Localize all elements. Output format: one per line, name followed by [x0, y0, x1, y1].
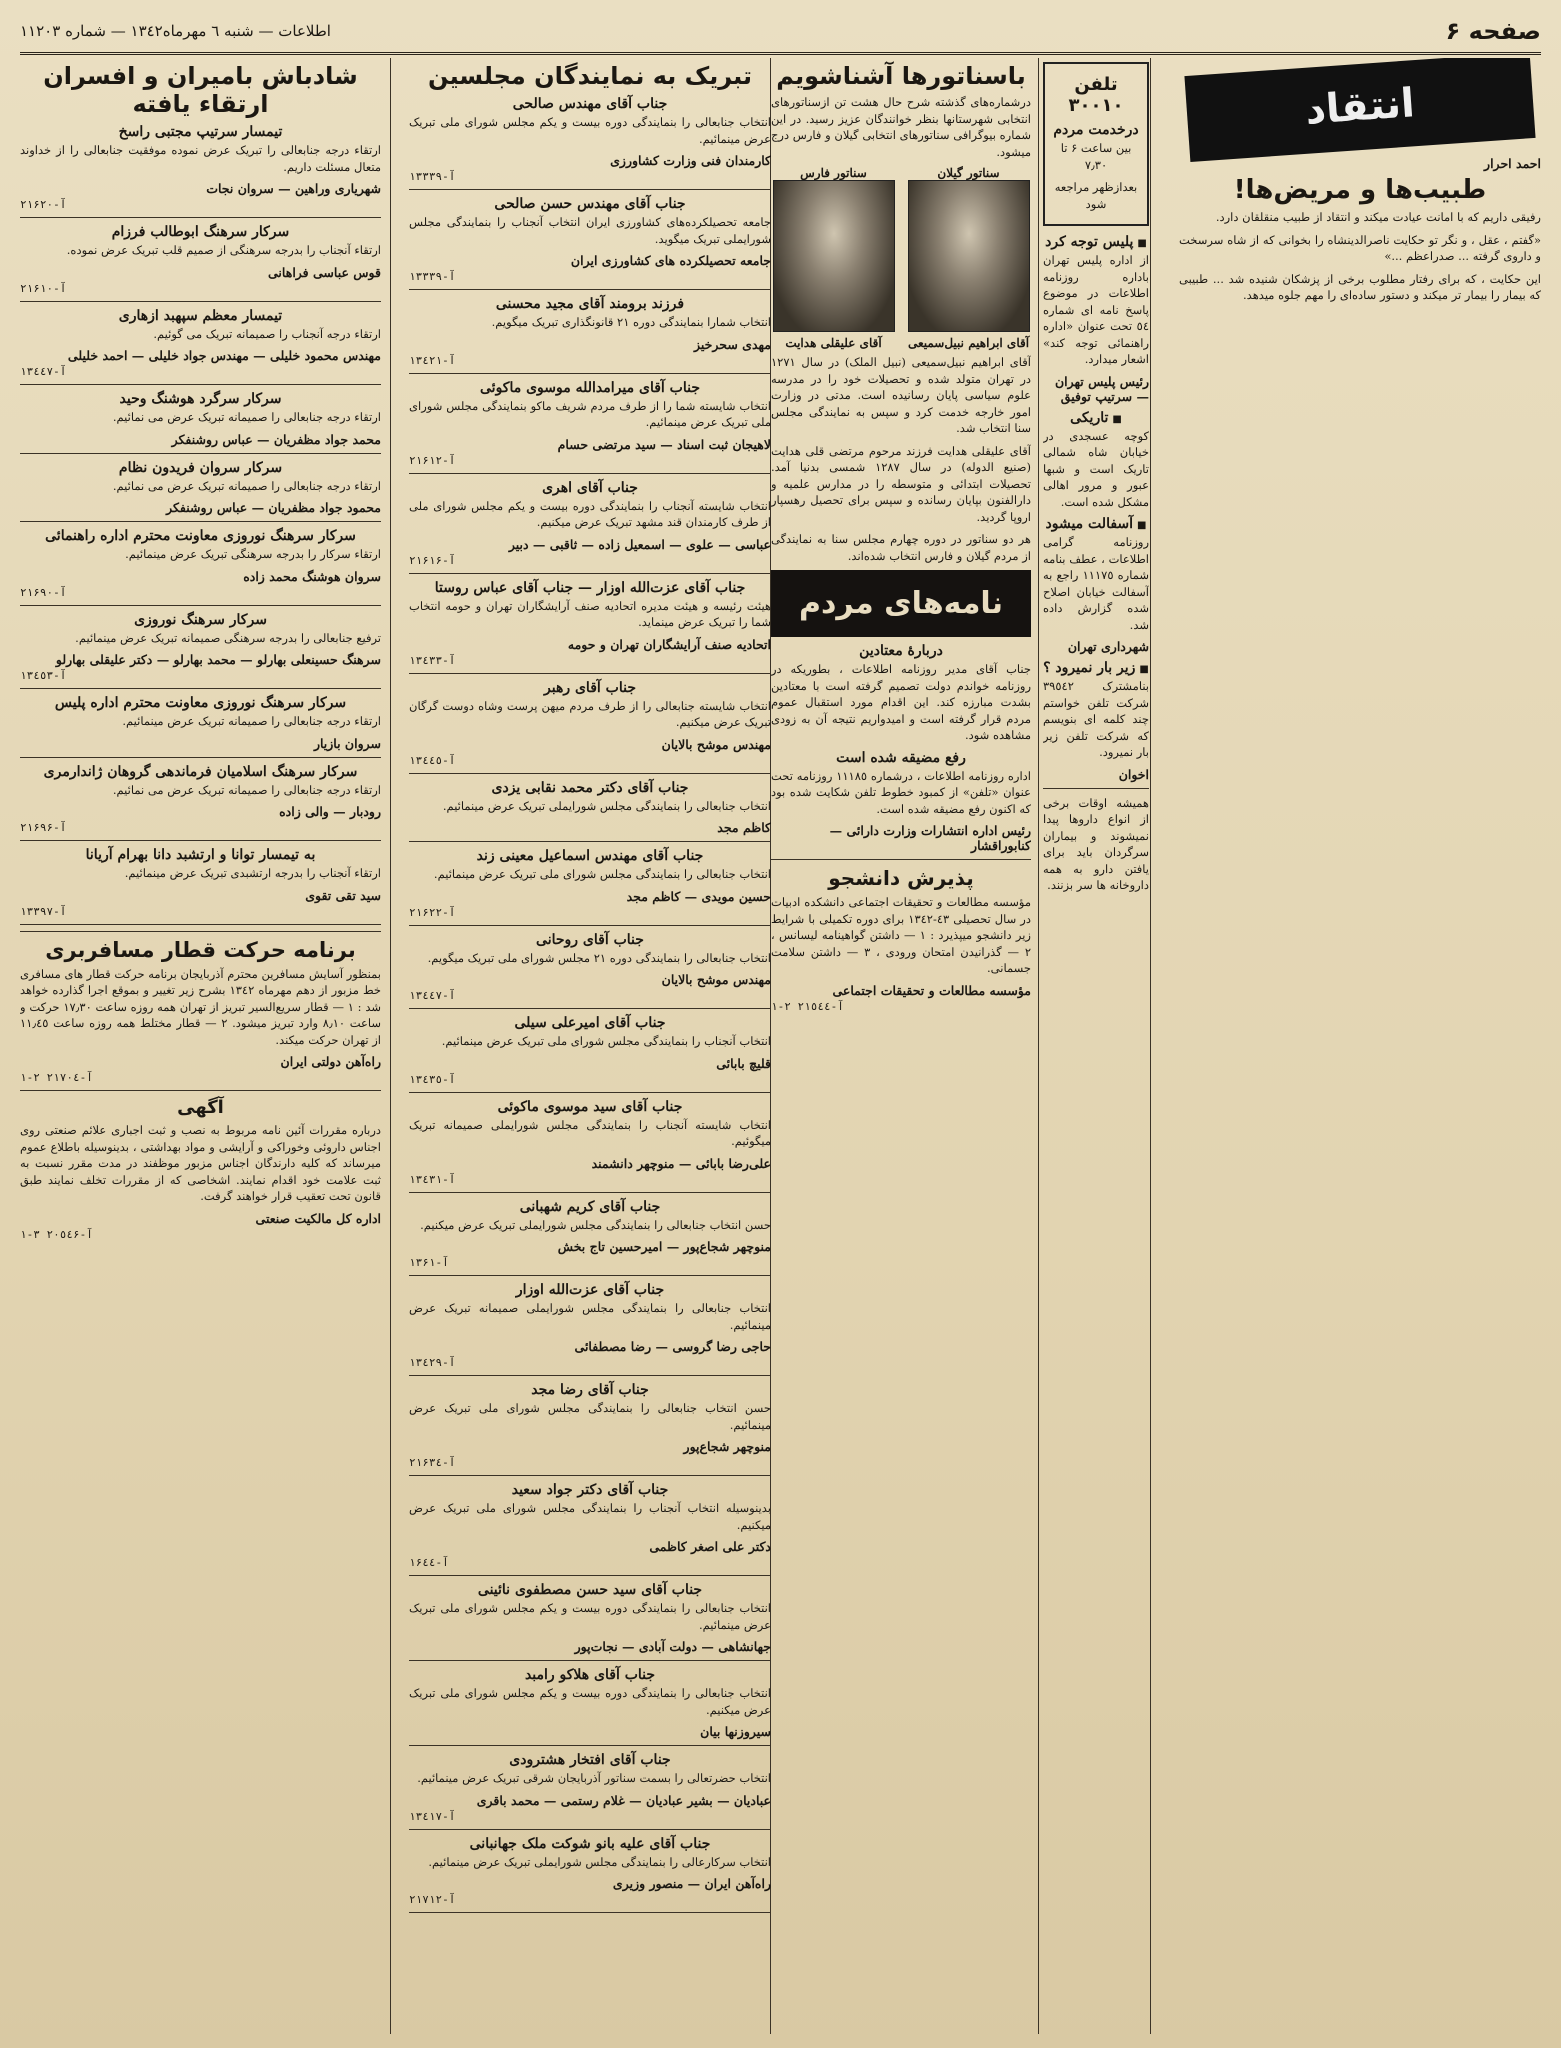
divider: [409, 925, 771, 926]
critique-column: [1179, 58, 1541, 2034]
entry-signature: جامعه تحصیلکرده های کشاورزی ایران: [570, 253, 771, 268]
item-text: از اداره پلیس تهران باداره روزنامه اطلاعات در موضوع پاسخ نامه ای شماره ٥٤ تحت عنوان «اداره راهنمائی توجه کند» اشعار میدارد.: [1043, 253, 1149, 366]
entry-ref: آ-۱۳٤٥۳: [20, 669, 67, 682]
critique-logo: انتقاد: [1184, 58, 1535, 162]
entry-signature: جهانشاهی — دولت آبادی — نجات‌پور: [574, 1639, 771, 1654]
divider: [409, 573, 771, 574]
notice-entry: [409, 1199, 771, 1277]
notice-title: آگهی: [177, 1097, 224, 1118]
entry-ref: آ-۲۱۶۱۶: [409, 553, 456, 567]
entry-text: انتخاب حضرتعالی را بسمت سناتور آذربایجان شرقی تبریک عرض مینمائیم.: [417, 1771, 771, 1785]
item-text: کوچه عسجدی در خیابان شاه شمالی تاریک است و شبها عبور و مرور اهالی مشکل شده است.: [1043, 428, 1149, 509]
notice-entry: [20, 224, 381, 302]
entry-heading: سرکار سرهنگ اسلامیان فرماندهی گروهان ژاندارمری: [43, 763, 358, 780]
entry-signature: کاظم مجد: [717, 820, 771, 835]
entry-ref: آ-۱۳٤۲۹: [409, 1356, 456, 1369]
senator-photo: [908, 180, 1030, 332]
entry-signature: اتحادیه صنف آرایشگاران تهران و حومه: [567, 636, 771, 652]
divider: [409, 1829, 771, 1830]
senator-label: سناتور گیلان: [937, 166, 1000, 180]
phone-column: [1043, 58, 1149, 2034]
entry-text: انتخاب جنابعالی را بنمایندگی دوره بیست و یکم مجلس شورای ملی تبریک عرض میکنیم.: [409, 1686, 771, 1717]
notice-entry: [409, 196, 771, 290]
critique-paragraph: این حکایت ، که برای رفتار مطلوب برخی از پزشکان شنیده شد ... طبیبی که بیمار را بیمار تر میکند و دستور ساده‌ای را مهم جلوه میدهد.: [1179, 271, 1541, 302]
divider: [20, 924, 381, 925]
entry-ref: آ-۲۱۶۲۰: [20, 198, 67, 211]
entry-heading: جناب آقای رضا مجد: [531, 1382, 649, 1398]
phone-service-box: [1043, 62, 1149, 226]
senators-title: باسناتورها آشناشویم: [776, 62, 1026, 90]
entry-heading: سرکار سرگرد هوشنگ وحید: [119, 391, 282, 407]
university-title: پذیرش دانشجو: [828, 866, 974, 890]
notice-entry: [20, 124, 381, 218]
entry-heading: جناب آقای عزت‌الله اوزار: [515, 1282, 665, 1298]
notice-text: درباره مقررات آئین نامه مربوط به نصب و ثبت اجباری علائم صنعتی روی اجناس داروئی وخوراکی و آرایشی و مواد بهداشتی ، بدینوسیله باطلاع عموم میرساند که کلیه دارندگان اجناس مزبور موظفند در مدت مقرر نسبت به ثبت علامت خود اقدام نمایند. اشخاصی که از مقررات تخلف نمایند طبق قانون تحت تعقیب قرار خواهند گرفت.: [20, 1123, 381, 1203]
notice-entry: [20, 612, 381, 690]
entry-signature: سید تقی تقوی: [305, 887, 381, 903]
critique-byline: احمد احرار: [1484, 156, 1541, 171]
entry-text: ارتقاء سرکار را بدرجه سرهنگی تبریک عرض مینمائیم.: [125, 547, 381, 561]
divider: [409, 1912, 771, 1913]
entry-text: انتخاب آنجناب را بنمایندگی مجلس شورای ملی تبریک عرض مینمائیم.: [441, 1034, 771, 1048]
item-sign: رئیس پلیس تهران — سرتیپ توفیق: [1054, 373, 1149, 404]
entry-signature: حسین مویدی — کاظم مجد: [626, 888, 771, 904]
phone-line: درخدمت مردم: [1053, 122, 1139, 138]
entry-signature: سروان هوشنگ محمد زاده: [243, 568, 381, 584]
entry-signature: علی‌رضا بابائی — منوچهر دانشمند: [591, 1155, 771, 1171]
entry-signature: قلیچ بابائی: [716, 1055, 771, 1071]
entry-signature: عبادیان — بشیر عبادیان — غلام رستمی — محمد باقری: [476, 1792, 771, 1808]
entry-ref: آ-۱۳٤۳٥: [409, 1072, 456, 1086]
divider: [20, 1090, 381, 1091]
entry-ref: آ-۲۱۶۲۲: [409, 905, 456, 919]
entry-signature: منوچهر شجاع‌پور — امیرحسین تاج بخش: [557, 1239, 771, 1254]
divider: [409, 1745, 771, 1746]
entry-ref: آ-۲۱۶۳٤: [409, 1456, 456, 1469]
notice-entry: [409, 296, 771, 374]
item-sign: اخوان: [1118, 766, 1149, 782]
entry-heading: جناب آقای افتخار هشترودی: [509, 1752, 671, 1768]
senator-name: آقای ابراهیم نبیل‌سمیعی: [907, 336, 1030, 350]
letter-text: اداره روزنامه اطلاعات ، درشماره ۱۱۱۸٥ روزنامه تحت عنوان «تلفن» از کمبود خطوط تلفن شکایت شده بود که اکنون رفع مضیقه شده است.: [771, 768, 1031, 816]
page-header: [20, 10, 1541, 55]
entry-signature: لاهیجان ثبت اسناد — سید مرتضی حسام: [557, 436, 771, 452]
notice-entry: [409, 680, 771, 774]
notice-entry: [409, 1015, 771, 1093]
entry-heading: سرکار سروان فریدون نظام: [118, 459, 283, 476]
entry-ref: آ-۱۶٤٤: [409, 1556, 449, 1569]
entry-ref: آ-۲۱۶۱۲: [409, 453, 456, 467]
entry-heading: سرکار سرهنگ نوروزی معاونت محترم اداره راهنمائی: [45, 528, 356, 544]
entry-text: انتخاب جنابعالی را بنمایندگی دوره بیست و یکم مجلس شورای ملی تبریک عرض مینمائیم.: [409, 1601, 771, 1632]
entry-text: انتخاب شایسته آنجناب را بنمایندگی مجلس شورایملی صمیمانه تبریک میگوئیم.: [409, 1117, 771, 1148]
item-text: بنامشترک ۳۹٥٤٢ شرکت تلفن خواستم چند کلمه ای بنویسم که شرکت تلفن زیر بار نمیرود.: [1043, 679, 1149, 759]
entry-ref: آ-۱۳۳۳۹: [409, 170, 456, 183]
notice-entry: [20, 764, 381, 842]
divider: [20, 757, 381, 758]
entry-text: ارتقاء درجه آنجناب را صمیمانه تبریک می گوئیم.: [153, 326, 381, 341]
entry-ref: آ-۱۳٤۲۱: [409, 353, 456, 367]
notice-ref: آ-۲۰٥٤۶ ۳-۱: [20, 1227, 93, 1241]
promotions-list: [20, 124, 381, 925]
divider: [409, 1660, 771, 1661]
entry-text: ارتقاء درجه جنابعالی را صمیمانه تبریک عرض می نمائیم.: [112, 478, 381, 493]
divider: [409, 189, 771, 190]
entry-text: حسن انتخاب جنابعالی را بنمایندگی مجلس شورایملی تبریک عرض میکنیم.: [420, 1217, 771, 1232]
entry-heading: جناب آقای مهندس اسماعیل معینی زند: [476, 848, 704, 864]
entry-text: ارتقاء درجه جنابعالی را صمیمانه تبریک عرض می نمائیم.: [112, 410, 381, 424]
divider: [409, 1092, 771, 1093]
letter-title: رفع مضیقه شده است: [836, 749, 966, 766]
entry-signature: مهندس موشح بالایان: [661, 736, 771, 752]
divider: [20, 931, 381, 932]
entry-ref: آ-۱۳۳۳۹: [409, 270, 456, 283]
item-title: ■ آسفالت میشود: [1043, 516, 1149, 532]
entry-signature: سرهنگ حسینعلی بهارلو — محمد بهارلو — دکتر علیقلی بهارلو: [55, 652, 381, 667]
critique-title: طبیب‌ها و مریض‌ها!: [1233, 175, 1487, 205]
entry-heading: جناب آقای سید موسوی ماکوئی: [497, 1098, 683, 1115]
entry-ref: آ-۱۳۶۱: [409, 1256, 449, 1269]
senator-bio: هر دو سناتور در دوره چهارم مجلس سنا به نمایندگی از مردم گیلان و فارس انتخاب شده‌اند.: [771, 532, 1031, 563]
train-sign: راه‌آهن دولتی ایران: [280, 1054, 381, 1069]
entry-signature: دکتر علی اصغر کاظمی: [649, 1539, 771, 1554]
divider: [409, 1192, 771, 1193]
entry-signature: حاجی رضا گروسی — رضا مصطفائی: [574, 1339, 771, 1354]
entry-text: انتخاب جنابعالی را بنمایندگی مجلس شورایملی صمیمانه تبریک عرض مینمائیم.: [409, 1301, 771, 1332]
senators-intro: درشماره‌های گذشته شرح حال هشت تن ازسناتورهای انتخابی شهرستانها بنظر خوانندگان عزیز رسید. در این شماره بیوگرافی سناتورهای انتخابی گیلان و فارس درج میشود.: [771, 95, 1031, 159]
entry-heading: تیمسار سرتیپ مجتبی راسخ: [118, 124, 283, 140]
divider: [20, 384, 381, 385]
entry-text: انتخاب شایسته شما را از طرف مردم شریف ماکو بنمایندگی مجلس شورای ملی تبریک عرض مینمائیم.: [409, 398, 771, 429]
entry-signature: مهندس موشح بالایان: [661, 972, 771, 987]
notice-entry: [409, 1836, 771, 1914]
notice-entry: [20, 695, 381, 758]
item-title: ■ پلیس توجه کرد: [1043, 234, 1149, 250]
divider: [409, 673, 771, 674]
entry-text: ارتقاء آنجناب را بدرجه ارتشبدی تبریک عرض مینمائیم.: [124, 866, 381, 880]
notice-entry: [409, 1667, 771, 1746]
issue-info: اطلاعات — شنبه ٦ مهرماه١٣٤٢ — شماره ۱۱۲۰۳: [20, 22, 331, 40]
entry-signature: کارمندان فنی وزارت کشاورزی: [610, 153, 771, 168]
senator-name: آقای علیقلی هدایت: [785, 336, 882, 350]
entry-heading: جناب آقای سید حسن مصطفوی نائینی: [477, 1582, 703, 1598]
entry-heading: سرکار سرهنگ نوروزی معاونت محترم اداره پلیس: [54, 695, 347, 711]
entry-heading: جناب آقای مهندس صالحی: [512, 96, 668, 112]
university-text: مؤسسه مطالعات و تحقیقات اجتماعی دانشکده ادبیات در سال تحصیلی ٤٣-۱۳٤۲ برای دوره تکمیلی با شرایط زیر دانشجو میپذیرد : ۱ — داشتن گواهینامه لیسانس ، ۲ — گذرانیدن امتحان ورودی ، ۳ — داشتن سلامت جسمانی.: [771, 895, 1031, 975]
item-text: روزنامه گرامی اطلاعات ، عطف بنامه شماره ۱۱۱۷٥ راجع به آسفالت خیابان اصلاح شده گزارش داده شد.: [1043, 535, 1149, 632]
phone-note: بعدازظهر مراجعه شود: [1054, 180, 1138, 211]
entry-text: انتخاب شایسته آنجناب را بنمایندگی دوره بیست و یکم مجلس شورای ملی از طرف کارمندان قند مشهد تبریک عرض میکنیم.: [409, 498, 771, 529]
entry-signature: مهندس محمود خلیلی — مهندس جواد خلیلی — احمد خلیلی: [67, 348, 381, 363]
entry-text: انتخاب شمارا بنمایندگی دوره ۲۱ قانونگذاری تبریک میگویم.: [491, 315, 771, 329]
entry-heading: جناب آقای رهبر: [544, 679, 636, 696]
senator-photos: [771, 166, 1031, 350]
notice-entry: [409, 780, 771, 843]
entry-text: انتخاب جنابعالی را بنمایندگی دوره بیست و یکم مجلس شورای ملی تبریک عرض مینمائیم.: [409, 115, 771, 146]
entry-text: انتخاب شایسته جنابعالی را از طرف مردم میهن پرست وشاه دوست گرگان تبریک عرض میکنیم.: [409, 698, 771, 729]
entry-ref: آ-۱۳۳۹۷: [20, 904, 67, 918]
divider: [409, 1475, 771, 1476]
entry-signature: محمد جواد مظفریان — عباس روشنفکر: [171, 431, 381, 447]
senator-fars: [771, 166, 896, 350]
column-rule: [1038, 58, 1039, 2034]
train-title: برنامه حرکت قطار مسافربری: [45, 937, 356, 962]
entry-text: ارتقاء درجه جنابعالی را صمیمانه تبریک عرض می نمائیم.: [112, 782, 381, 797]
train-text: بمنظور آسایش مسافرین محترم آذربایجان برنامه حرکت قطار های مسافری خط مزبور از دهم مهرماه ۱۳٤۲ بشرح زیر تغییر و بموقع اجرا گذارده خواهد شد : ۱ — قطار سریع‌السیر تبریز از تهران همه روزه ساعت ۱۷٫۳۰ حرکت و ساعت ۸٫۱۰ وارد تبریز میشود. ۲ — قطار مختلط همه روزه ساعت ۱۱٫٤٥ از تهران حرکت میکند.: [20, 966, 381, 1047]
entry-text: ارتقاء درجه جنابعالی را تبریک عرض نموده موفقیت جنابعالی را از خداوند متعال مسئلت داریم.: [20, 143, 381, 174]
divider: [409, 473, 771, 474]
notice-entry: [409, 1099, 771, 1193]
notice-entry: [20, 308, 381, 386]
entry-ref: آ-۲۱۶۱۰: [20, 281, 67, 295]
entry-heading: جناب آقای امیرعلی سیلی: [514, 1015, 666, 1031]
senator-label: سناتور فارس: [800, 166, 867, 180]
entry-heading: جناب آقای دکتر محمد نقابی یزدی: [491, 779, 689, 796]
senator-photo: [773, 180, 895, 332]
entry-heading: جناب آقای روحانی: [536, 931, 644, 948]
page-number: صفحه ۶: [1445, 17, 1541, 45]
entry-text: انتخاب جنابعالی را بنمایندگی مجلس شورایملی تبریک عرض مینمائیم.: [442, 798, 771, 813]
entry-text: ارتقاء درجه جنابعالی را صمیمانه تبریک عرض مینمائیم.: [122, 714, 381, 728]
congrats-title: تبریک به نمایندگان مجلسین: [428, 62, 752, 90]
entry-signature: سروان بازیار: [313, 735, 381, 751]
item-text: همیشه اوقات برخی از انواع داروها پیدا نمیشوند و بیماران سرگردان باید برای یافتن دارو به همه داروخانه ها سر بزنند.: [1043, 795, 1149, 892]
notice-entry: [409, 932, 771, 1010]
entry-heading: جناب آقای اهری: [542, 479, 638, 496]
notice-entry: [409, 1382, 771, 1476]
entry-text: جامعه تحصیلکرده‌های کشاورزی ایران انتخاب آنجناب را بنمایندگی مجلس شورایملی تبریک میگوید.: [409, 215, 771, 246]
entry-text: حسن انتخاب جنابعالی را بنمایندگی مجلس شورای ملی تبریک عرض مینمائیم.: [409, 1401, 771, 1432]
entry-signature: محمود جواد مظفریان — عباس روشنفکر: [166, 500, 381, 515]
entry-heading: فرزند برومند آقای مجید محسنی: [495, 296, 685, 312]
entry-heading: جناب آقای مهندس حسن صالحی: [494, 196, 686, 212]
entry-signature: راه‌آهن ایران — منصور وزیری: [612, 1876, 771, 1891]
divider: [20, 605, 381, 606]
entry-signature: شهریاری وراهین — سروان نجات: [206, 181, 381, 196]
letter-sign: رئیس اداره انتشارات وزارت دارائی — کنابوراقشار: [829, 823, 1031, 853]
divider: [409, 373, 771, 374]
entry-text: ترفیع جنابعالی را بدرجه سرهنگی صمیمانه تبریک عرض مینمائیم.: [75, 630, 381, 645]
entry-text: انتخاب جنابعالی را بنمایندگی دوره ۲۱ مجلس شورای ملی تبریک میگویم.: [427, 950, 771, 965]
entry-heading: جناب آقای میرامدالله موسوی ماکوئی: [480, 379, 700, 396]
entry-heading: جناب آقای کریم شهبانی: [519, 1198, 661, 1215]
divider: [409, 841, 771, 842]
promotions-title: شادباش بامیران و افسران ارتقاء یافته: [43, 62, 358, 118]
entry-ref: آ-۱۳٤۳۳: [409, 653, 456, 667]
entry-signature: سیروزنها بیان: [700, 1724, 771, 1739]
divider: [771, 859, 1031, 860]
notice-entry: [409, 1752, 771, 1830]
item-sign: شهرداری تهران: [1067, 639, 1149, 654]
divider: [20, 521, 381, 522]
divider: [20, 840, 381, 841]
notice-entry: [409, 96, 771, 190]
notice-sign: اداره کل مالکیت صنعتی: [255, 1210, 381, 1226]
promotions-column: [20, 58, 381, 2034]
divider: [1043, 788, 1149, 789]
notice-entry: [20, 460, 381, 523]
entry-signature: عباسی — علوی — اسمعیل زاده — ثاقبی — دبیر: [508, 536, 771, 552]
entry-text: انتخاب سرکارعالی را بنمایندگی مجلس شورایملی تبریک عرض مینمائیم.: [428, 1854, 771, 1869]
item-title: ■ تاریکی: [1043, 410, 1149, 426]
entry-signature: منوچهر شجاع‌پور: [683, 1439, 771, 1454]
notice-entry: [409, 1282, 771, 1376]
entry-text: بدینوسیله انتخاب آنجناب را بنمایندگی مجلس شورای ملی تبریک عرض میکنیم.: [409, 1501, 771, 1532]
divider: [409, 289, 771, 290]
entry-ref: آ-۱۳٤۱۷: [409, 1809, 456, 1823]
letter-title: دربارهٔ معتادین: [859, 643, 943, 659]
critique-paragraph: رفیقی داریم که با امانت عیادت میکند و انتقاد از طبیب منقلقان دارد.: [1215, 210, 1541, 224]
divider: [409, 1575, 771, 1576]
divider: [20, 688, 381, 689]
entry-text: ارتقاء آنجناب را بدرجه سرهنگی از صمیم قلب تبریک عرض نموده.: [66, 243, 381, 257]
critique-paragraph: «گفتم ، عقل ، و نگر تو حکایت ناصرالدینشاه را بخوانی که از شاه سرسخت و داروی گرفته ... صدراعظم ...»: [1179, 232, 1541, 263]
senator-gilan: [906, 166, 1031, 350]
entry-heading: به تیمسار توانا و ارتشبد دانا بهرام آریانا: [85, 847, 316, 863]
entry-ref: آ-۱۳٤٤٥: [409, 753, 456, 767]
divider: [20, 453, 381, 454]
notice-entry: [409, 380, 771, 474]
divider: [409, 1275, 771, 1276]
university-ref: آ-۲۱٥٤٤ ۲-۱: [771, 999, 844, 1013]
entry-heading: جناب آقای عزت‌الله اوزار — جناب آقای عباس روستا: [434, 579, 746, 596]
letter-text: جناب آقای مدیر روزنامه اطلاعات ، بطوریکه در روزنامه خواندم دولت تصمیم گرفته است با معتادین بشدت مبارزه کند. این اقدام مورد استقبال عموم مردم قرار گرفته است و امیدواریم نتیجه آن به زودی مشاهده شود.: [771, 662, 1031, 742]
divider: [20, 217, 381, 218]
entry-signature: مهدی سحرخیز: [694, 336, 771, 352]
entry-ref: آ-۱۳٤۳۱: [409, 1172, 456, 1186]
entry-heading: جناب آقای هلاکو رامبد: [524, 1667, 656, 1683]
entry-ref: آ-۲۱۷۱۲: [409, 1893, 456, 1906]
entry-ref: آ-۲۱۶۹۶: [20, 821, 67, 834]
notice-entry: [20, 391, 381, 454]
notice-entry: [20, 528, 381, 606]
notice-entry: [409, 480, 771, 574]
senators-column: [771, 58, 1031, 2034]
train-ref: آ-۲۱۷۰٤ ۲-۱: [20, 1071, 93, 1084]
phone-title: تلفن ۳۰۰۱۰: [1068, 74, 1124, 116]
entry-text: انتخاب جنابعالی را بنمایندگی مجلس شورای ملی تبریک عرض مینمائیم.: [433, 867, 771, 881]
column-rule: [390, 58, 391, 2034]
entry-signature: قوس عباسی فراهانی: [268, 264, 381, 280]
divider: [409, 773, 771, 774]
notice-entry: [409, 1582, 771, 1661]
letters-banner: نامه‌های مردم: [771, 570, 1031, 637]
entry-signature: رودبار — والی زاده: [279, 804, 381, 819]
entry-heading: تیمسار معظم سپهبد ازهاری: [118, 307, 283, 324]
entry-text: هیئت رئیسه و هیئت مدیره اتحادیه صنف آرایشگاران تهران و حومه انتخاب شما را تبریک عرض مینماید.: [409, 598, 771, 629]
senator-bio: آقای علیقلی هدایت فرزند مرحوم مرتضی قلی هدایت (صنیع الدوله) در سال ۱۲۸۷ شمسی بدنیا آمد. تحصیلات ابتدائی و متوسطه را در مدارس علمیه و دارالفنون بپایان رسانده و سپس برای تحصیل رهسپار اروپا گردید.: [771, 443, 1031, 524]
divider: [409, 1008, 771, 1009]
item-title: ■ زیر بار نمیرود ؟: [1043, 660, 1149, 676]
entry-heading: جناب آقای دکتر جواد سعید: [511, 1482, 669, 1498]
divider: [20, 301, 381, 302]
entry-heading: سرکار سرهنگ نوروزی: [134, 611, 267, 628]
column-rule: [1150, 58, 1151, 2034]
divider: [409, 1375, 771, 1376]
congrats-list: [409, 96, 771, 1913]
notice-entry: [409, 1482, 771, 1576]
senator-bio: آقای ابراهیم نبیل‌سمیعی (نبیل الملک) در سال ۱۲۷۱ در تهران متولد شده و تحصیلات خود را در مدرسه علوم سیاسی پایان رسانیده است. مدتی در وزارت امور خارجه خدمت کرد و سپس به نمایندگی مجلس سنا انتخاب شد.: [771, 355, 1031, 435]
notice-entry: [20, 847, 381, 925]
entry-heading: جناب آقای علیه بانو شوکت ملک جهانبانی: [469, 1835, 711, 1852]
notice-entry: [409, 580, 771, 674]
congrats-column: [409, 58, 771, 2034]
phone-hours: بین ساعت ۶ تا ۷٫۳۰: [1060, 141, 1132, 172]
entry-ref: آ-۱۳٤٤۷: [409, 989, 456, 1002]
entry-heading: سرکار سرهنگ ابوطالب فرزام: [111, 224, 290, 240]
entry-ref: آ-۱۳٤٤۷: [20, 365, 67, 378]
notice-entry: [409, 848, 771, 926]
university-sign: مؤسسه مطالعات و تحقیقات اجتماعی: [832, 982, 1031, 998]
entry-ref: آ-۲۱۶۹۰: [20, 585, 67, 599]
